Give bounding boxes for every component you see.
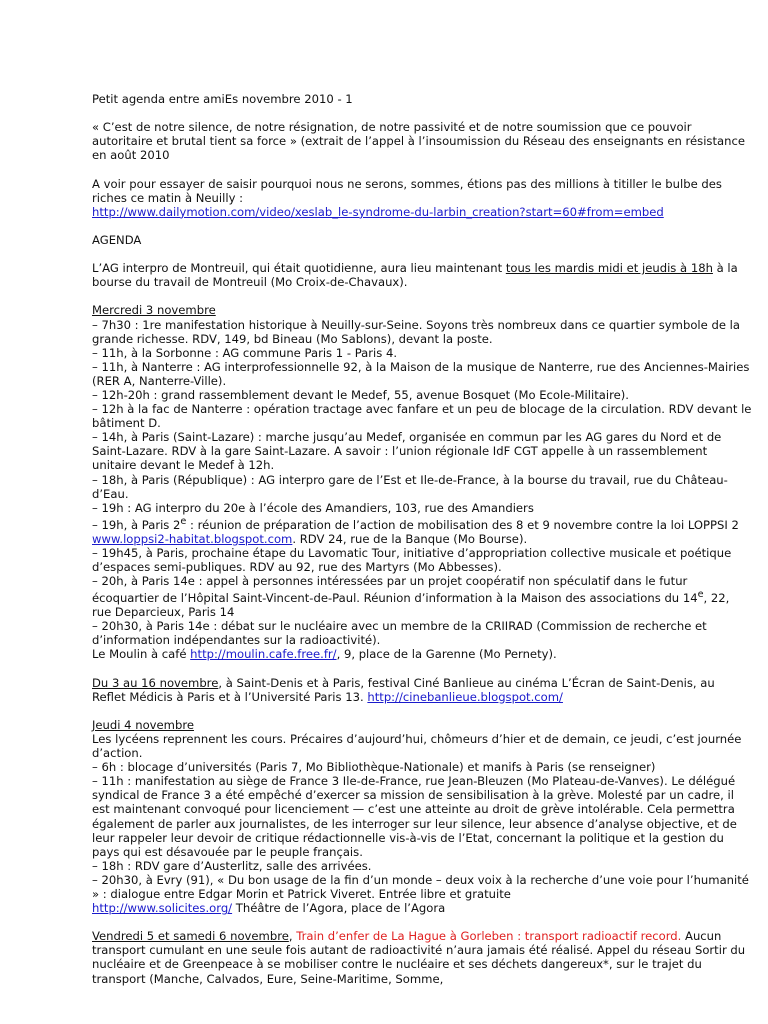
jeudi-item-3: – 18h : RDV gare d’Austerlitz, salle des arrivées. <box>92 858 372 873</box>
item-9-text-b: : réunion de préparation de l’action de mobilisation des 8 et 9 novembre contre la loi LOPPSI 2 <box>186 517 739 532</box>
item-9-text-c: . RDV 24, rue de la Banque (Mo Bourse). <box>292 531 528 546</box>
festival-text: , à Saint-Denis et à Paris, festival Ciné Banlieue au cinéma L’Écran de Saint-Denis, au Reflet Médicis à Paris et à l’Université Paris 13. <box>92 675 715 704</box>
mercredi-item-13 <box>92 647 752 661</box>
mercredi-heading: Mercredi 3 novembre <box>92 303 216 318</box>
intro-paragraph <box>92 177 752 219</box>
item-11-text-a: – 20h, à Paris 14e : appel à personnes intéressées par un projet coopératif non spéculatif dans le futur écoquartier de l’Hôpital Saint-Vincent-de-Paul. Réunion d’information à la Maison des associations du 14 <box>92 574 698 605</box>
ag-text-1: L’AG interpro de Montreuil, qui était quotidienne, aura lieu maintenant <box>92 261 506 276</box>
vendredi-text: Aucun transport cumulant en une seule fois autant de radioactivité n’aura jamais été réalisé. Appel du réseau Sortir du nucléaire et de Greenpeace à se mobiliser contre le nucléaire et ses déchets dangereux*, sur le trajet du transport (Manche, Calvados, Eure, Seine-Maritime, Somme, <box>92 929 746 986</box>
superscript: e <box>697 589 704 601</box>
jeudi-intro: Les lycéens reprennent les cours. Précaires d’aujourd’hui, chômeurs d’hier et de demain, ce jeudi, c’est journée d’action. <box>92 731 742 761</box>
vendredi-paragraph <box>92 929 752 985</box>
document-title: Petit agenda entre amiEs novembre 2010 - 1 <box>92 92 353 106</box>
item-13-text-a: Le Moulin à café <box>92 647 191 662</box>
mercredi-item-8: – 19h : AG interpro du 20e à l’école des Amandiers, 103, rue des Amandiers <box>92 500 534 515</box>
item-11-text-b: , 22, rue Deparcieux, Paris 14 <box>92 591 730 620</box>
quote-paragraph: « C’est de notre silence, de notre résignation, de notre passivité et de notre soumission que ce pouvoir autoritaire et brutal tient sa force » (extrait de l’appel à l’insoumission du Réseau des enseignants en résistance en août 2010 <box>92 120 745 163</box>
mercredi-item-4: – 12h-20h : grand rassemblement devant le Medef, 55, avenue Bosquet (Mo Ecole-Militaire). <box>92 387 629 402</box>
festival-dates: Du 3 au 16 novembre <box>92 675 219 690</box>
jeudi-item-5 <box>92 901 752 915</box>
solicites-link[interactable]: http://www.solicites.org/ <box>92 901 233 916</box>
ag-montreuil-paragraph <box>92 261 752 289</box>
document-page <box>92 92 752 986</box>
jeudi-item-1: – 6h : blocage d’universités (Paris 7, Mo Bibliothèque-Nationale) et manifs à Paris (se renseigner) <box>92 760 656 775</box>
train-alert-text: Train d’enfer de La Hague à Gorleben : transport radioactif record. <box>296 929 682 944</box>
cinebanlieue-link[interactable]: http://cinebanlieue.blogspot.com/ <box>367 689 563 704</box>
moulin-cafe-link[interactable]: http://moulin.cafe.free.fr/ <box>190 647 337 662</box>
intro-text: A voir pour essayer de saisir pourquoi nous ne serons, sommes, étions pas des millions à titiller le bulbe des riches ce matin à Neuilly : <box>92 176 722 205</box>
ag-text-2: à la bourse du travail de Montreuil (Mo Croix-de-Chavaux). <box>92 261 738 290</box>
item-13-text-b: , 9, place de la Garenne (Mo Pernety). <box>336 647 557 662</box>
mercredi-item-10: – 19h45, à Paris, prochaine étape du Lavomatic Tour, initiative d’appropriation collective musicale et poétique d’espaces semi-publiques. RDV au 92, rue des Martyrs (Mo Abbesses). <box>92 545 732 574</box>
mercredi-item-1: – 7h30 : 1re manifestation historique à Neuilly-sur-Seine. Soyons très nombreux dans ce quartier symbole de la grande richesse. RDV, 149, bd Bineau (Mo Sablons), devant la poste. <box>92 317 740 346</box>
mercredi-item-2: – 11h, à la Sorbonne : AG commune Paris 1 - Paris 4. <box>92 345 398 360</box>
mercredi-item-7: – 18h, à Paris (République) : AG interpro gare de l’Est et Ile-de-France, à la bourse du travail, rue du Château-d’Eau. <box>92 472 728 501</box>
mercredi-item-11 <box>92 574 752 619</box>
jeudi-item-5-text: Théâtre de l’Agora, place de l’Agora <box>232 901 446 916</box>
superscript: e <box>180 515 187 527</box>
mercredi-item-9 <box>92 515 752 546</box>
loppsi2-link[interactable]: www.loppsi2-habitat.blogspot.com <box>92 531 293 546</box>
dailymotion-link[interactable]: http://www.dailymotion.com/video/xeslab_le-syndrome-du-larbin_creation?start=60#from=embed <box>92 204 664 219</box>
agenda-heading: AGENDA <box>92 232 142 247</box>
item-9-text-a: – 19h, à Paris 2 <box>92 517 181 532</box>
mercredi-item-12: – 20h30, à Paris 14e : débat sur le nucléaire avec un membre de la CRIIRAD (Commission de recherche et d’information indépendantes sur la radioactivité). <box>92 619 707 648</box>
jeudi-item-4: – 20h30, à Evry (91), « Du bon usage de la fin d’un monde – deux voix à la recherche d’une voie pour l’humanité » : dialogue entre Edgar Morin et Patrick Viveret. Entrée libre et gratuite <box>92 872 749 901</box>
ag-schedule: tous les mardis midi et jeudis à 18h <box>505 261 713 276</box>
mercredi-item-5: – 12h à la fac de Nanterre : opération tractage avec fanfare et un peu de blocage de la circulation. RDV devant le bâtiment D. <box>92 402 752 431</box>
separator: , <box>288 929 297 944</box>
jeudi-item-2: – 11h : manifestation au siège de France 3 Ile-de-France, rue Jean-Bleuzen (Mo Plateau-de-Vanves). Le délégué syndical de France 3 a été empêché d’exercer sa mission de sensibilisation à la grève. Molesté par un cadre, il est maintenant convoqué pour licenciement — c’est une atteinte au droit de grève intolérable. Cela permettra également de parler aux journalistes, de les interroger sur leur silence, leur absence d’analyse objective, et de leur rappeler leur devoir de critique rédactionnelle vis-à-vis de l’Etat, concernant la politique et la gestion du pays qui est désavouée par le peuple français. <box>92 774 737 859</box>
mercredi-item-3: – 11h, à Nanterre : AG interprofessionnelle 92, à la Maison de la musique de Nanterre, rue des Anciennes-Mairies (RER A, Nanterre-Ville). <box>92 359 750 388</box>
vendredi-heading: Vendredi 5 et samedi 6 novembre <box>92 929 289 944</box>
jeudi-heading: Jeudi 4 novembre <box>92 717 194 732</box>
festival-paragraph <box>92 676 752 704</box>
mercredi-item-6: – 14h, à Paris (Saint-Lazare) : marche jusqu’au Medef, organisée en commun par les AG gares du Nord et de Saint-Lazare. RDV à la gare Saint-Lazare. A savoir : l’union régionale IdF CGT appelle à un rassemblement unitaire devant le Medef à 12h. <box>92 430 722 473</box>
